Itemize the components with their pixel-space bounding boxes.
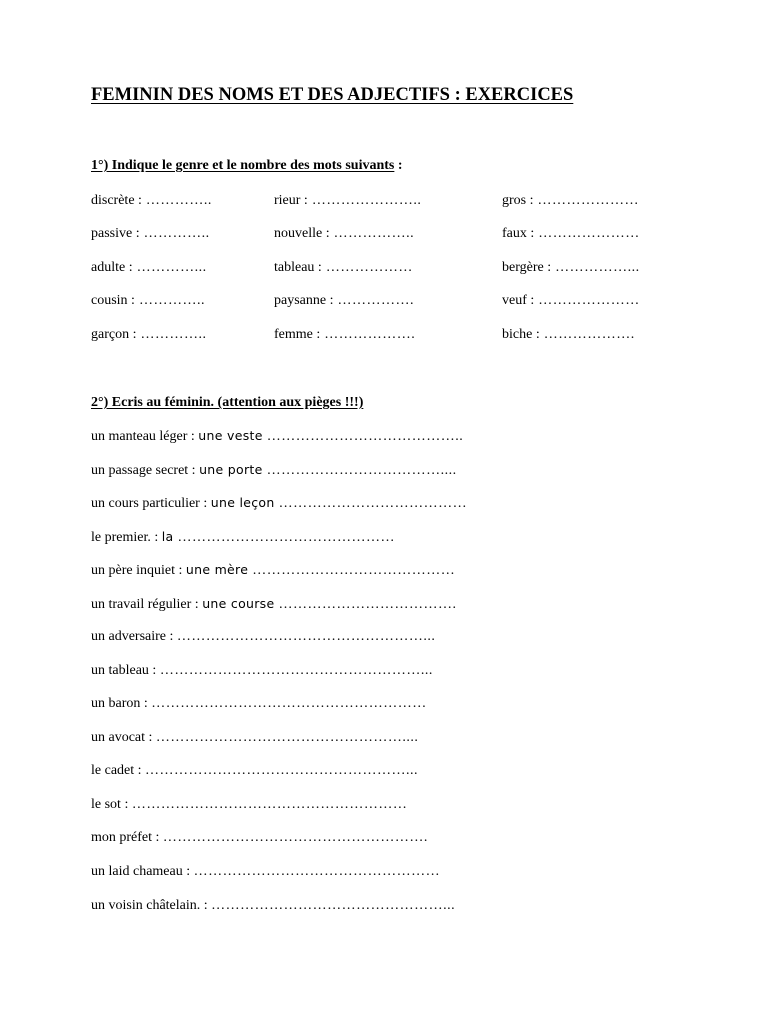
blank-dots: ………………………………… bbox=[274, 496, 468, 511]
blank-dots: ………………………………. bbox=[274, 597, 457, 612]
item-prompt: mon préfet : bbox=[91, 830, 163, 845]
exercise1-cell bbox=[274, 226, 414, 242]
exercise2-item bbox=[91, 663, 433, 679]
exercise1-cell bbox=[502, 260, 640, 276]
item-prompt: un passage secret : bbox=[91, 463, 200, 478]
item-prompt: un tableau : bbox=[91, 663, 160, 678]
blank-dots: ……………… bbox=[321, 260, 413, 275]
exercise1-cell bbox=[274, 260, 413, 276]
exercise1-cell bbox=[274, 327, 415, 343]
exercise1-cell bbox=[91, 327, 206, 343]
blank-dots: ………………………………………………. bbox=[162, 830, 428, 845]
blank-dots: ………………… bbox=[533, 193, 639, 208]
exercise1-row bbox=[91, 226, 711, 246]
blank-dots: ………………. bbox=[539, 327, 635, 342]
blank-dots: ……………………………………… bbox=[173, 530, 395, 545]
handwritten-answer: une course bbox=[202, 596, 275, 611]
exercise1-cell bbox=[502, 226, 640, 242]
handwritten-answer: une mère bbox=[185, 562, 249, 577]
blank-dots: ………………………………….. bbox=[262, 429, 464, 444]
word-label: garçon : bbox=[91, 327, 137, 342]
blank-dots: ………………………………………………... bbox=[145, 763, 419, 778]
blank-dots: ………………………………………………… bbox=[131, 797, 408, 812]
exercise1-cell bbox=[502, 327, 635, 343]
exercise1-cell bbox=[91, 260, 207, 276]
blank-dots: …………….. bbox=[329, 226, 415, 241]
exercise2-item bbox=[91, 864, 440, 880]
blank-dots: …………... bbox=[132, 260, 207, 275]
handwritten-answer: une veste bbox=[198, 428, 263, 443]
blank-dots: ……………………………….... bbox=[262, 463, 457, 478]
handwritten-answer: la bbox=[161, 529, 174, 544]
word-label: bergère : bbox=[502, 260, 552, 275]
blank-dots: ……………. bbox=[333, 293, 414, 308]
word-label: biche : bbox=[502, 327, 540, 342]
item-prompt: le premier. : bbox=[91, 530, 162, 545]
item-prompt: un père inquiet : bbox=[91, 563, 186, 578]
exercise2-item bbox=[91, 562, 455, 579]
exercise1-row bbox=[91, 327, 711, 347]
word-label: discrète : bbox=[91, 193, 142, 208]
exercise1-cell bbox=[502, 293, 640, 309]
exercise2-item bbox=[91, 696, 427, 712]
blank-dots: …………………………………… bbox=[248, 563, 456, 578]
blank-dots: ………….. bbox=[139, 226, 210, 241]
blank-dots: …………………………………………… bbox=[193, 864, 441, 879]
word-label: adulte : bbox=[91, 260, 133, 275]
exercise2-item bbox=[91, 428, 463, 445]
item-prompt: un adversaire : bbox=[91, 629, 177, 644]
item-prompt: un laid chameau : bbox=[91, 864, 194, 879]
word-label: passive : bbox=[91, 226, 140, 241]
exercise1-cell bbox=[274, 193, 421, 209]
handwritten-answer: une leçon bbox=[210, 495, 275, 510]
item-prompt: un voisin châtelain. : bbox=[91, 898, 212, 913]
word-label: paysanne : bbox=[274, 293, 334, 308]
page-title: FEMININ DES NOMS ET DES ADJECTIFS : EXERCICES bbox=[91, 85, 574, 105]
exercise1-cell bbox=[91, 193, 212, 209]
word-label: femme : bbox=[274, 327, 321, 342]
exercise1-heading-suffix: : bbox=[394, 158, 403, 173]
exercise2-item bbox=[91, 797, 407, 813]
exercise1-cell bbox=[91, 293, 205, 309]
exercise2-item bbox=[91, 730, 418, 746]
exercise2-item bbox=[91, 898, 455, 914]
exercise1-cell bbox=[91, 226, 210, 242]
word-label: tableau : bbox=[274, 260, 322, 275]
exercise1-row bbox=[91, 193, 711, 213]
exercise1-cell bbox=[274, 293, 414, 309]
blank-dots: ………….. bbox=[136, 327, 207, 342]
item-prompt: le cadet : bbox=[91, 763, 146, 778]
blank-dots: ………….. bbox=[134, 293, 205, 308]
exercise2-heading bbox=[91, 395, 363, 411]
exercise1-heading-text: 1°) Indique le genre et le nombre des mots suivants bbox=[91, 158, 395, 173]
exercise1-heading bbox=[91, 158, 403, 174]
blank-dots: ………………. bbox=[320, 327, 416, 342]
blank-dots: ………………….. bbox=[307, 193, 422, 208]
word-label: veuf : bbox=[502, 293, 535, 308]
exercise2-item bbox=[91, 596, 456, 613]
exercise1-cell bbox=[502, 193, 639, 209]
exercise2-item bbox=[91, 830, 428, 846]
blank-dots: ………………………………………………… bbox=[151, 696, 427, 711]
word-label: rieur : bbox=[274, 193, 308, 208]
blank-dots: ………………… bbox=[534, 293, 640, 308]
exercise2-heading-text: 2°) Ecris au féminin. (attention aux pièges !!!) bbox=[91, 395, 364, 410]
item-prompt: un baron : bbox=[91, 696, 152, 711]
blank-dots: …………………………………………... bbox=[211, 898, 456, 913]
word-label: gros : bbox=[502, 193, 534, 208]
item-prompt: un travail régulier : bbox=[91, 597, 203, 612]
exercise2-item bbox=[91, 629, 435, 645]
item-prompt: un cours particulier : bbox=[91, 496, 211, 511]
blank-dots: ………………………………………………... bbox=[159, 663, 433, 678]
exercise2-item bbox=[91, 763, 418, 779]
blank-dots: …………………………………………….... bbox=[155, 730, 419, 745]
exercise2-item bbox=[91, 462, 457, 479]
word-label: nouvelle : bbox=[274, 226, 330, 241]
blank-dots: ……………... bbox=[551, 260, 640, 275]
word-label: faux : bbox=[502, 226, 535, 241]
blank-dots: ………….. bbox=[141, 193, 212, 208]
word-label: cousin : bbox=[91, 293, 135, 308]
blank-dots: ………………… bbox=[534, 226, 640, 241]
item-prompt: un avocat : bbox=[91, 730, 156, 745]
exercise2-item bbox=[91, 495, 467, 512]
exercise1-row bbox=[91, 260, 711, 280]
item-prompt: le sot : bbox=[91, 797, 132, 812]
exercise2-item bbox=[91, 529, 395, 546]
handwritten-answer: une porte bbox=[199, 462, 263, 477]
exercise1-row bbox=[91, 293, 711, 313]
blank-dots: ……………………………………………... bbox=[176, 629, 436, 644]
item-prompt: un manteau léger : bbox=[91, 429, 199, 444]
